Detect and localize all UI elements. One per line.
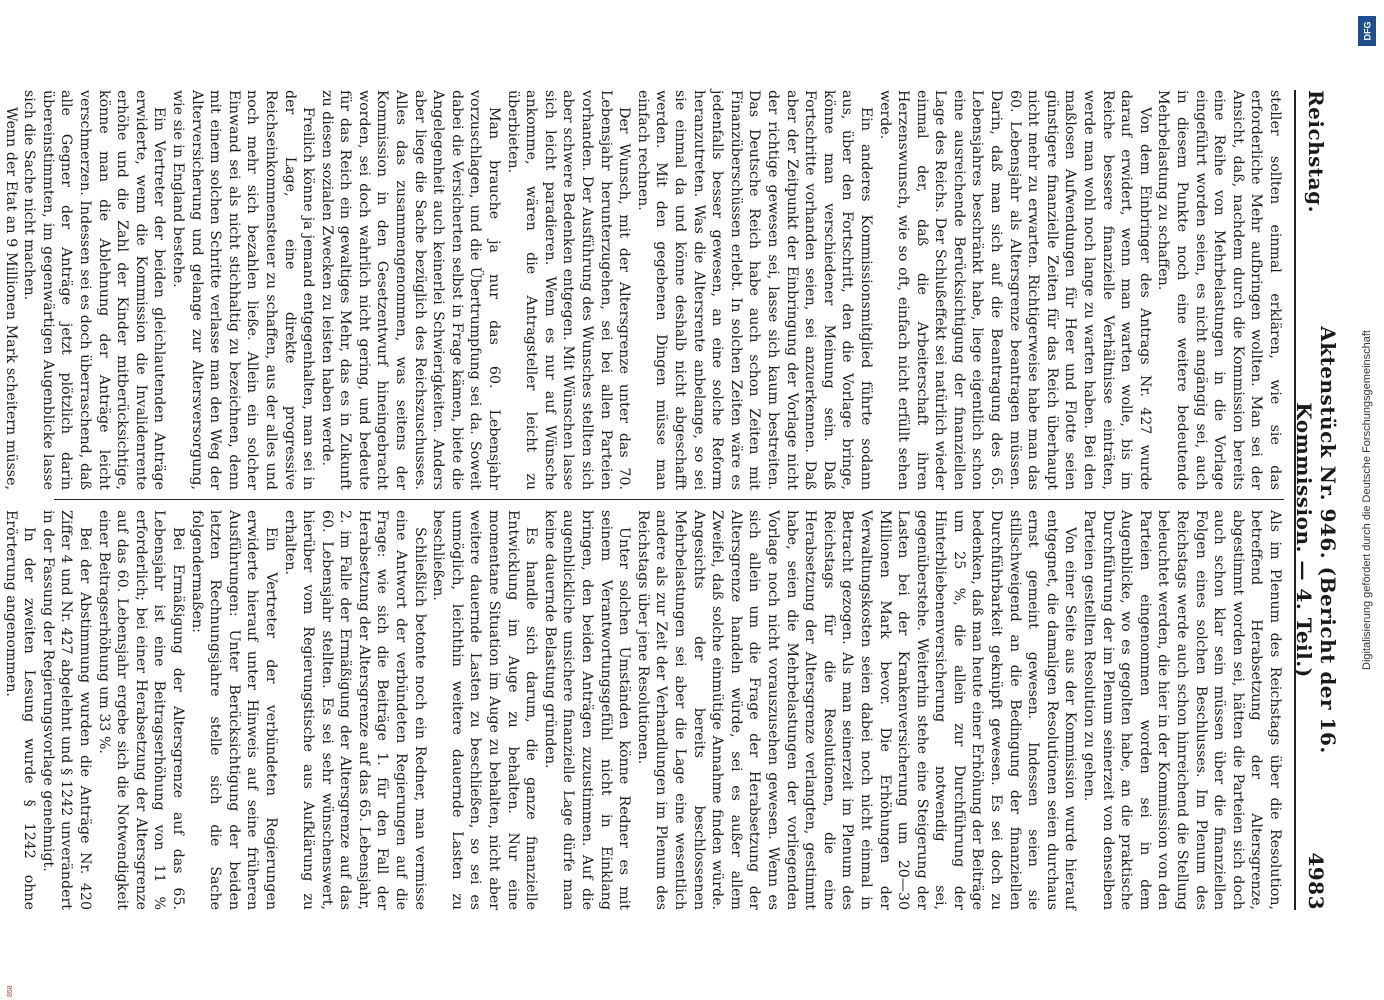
left-paragraph: Wenn der Etat an 9 Millionen Mark scheitern müsse,	[2, 107, 19, 490]
column-divider	[54, 499, 1284, 500]
funding-strip	[1356, 10, 1378, 990]
left-paragraph: Der Wunsch, mit der Altersgrenze unter das 70. Lebensjahr herunterzugehen, sei bei allen Parteien vorhanden. Der Ausführung des Wunsches stellten sich aber schwere Bedenken entgegen. Mit Wünschen lasse sich leicht paradieren. Wenn es nur auf Wünsche ankomme, wären die Antragsteller leicht zu überbieten.	[504, 90, 633, 490]
page-mark: 858	[7, 985, 14, 997]
page-number: 4983	[1304, 852, 1328, 910]
right-paragraph: Von einer Seite aus der Kommission wurde hierauf entgegnet, die damaligen Resolutionen seien durchaus ernst gemeint gewesen. Indessen seien sie stillschweigend an die Bedingung der finanziellen Durchführbarkeit geknüpft gewesen. Es sei doch zu bedenken, daß man heute einer Erhöhung der Beiträge um 25 %, die allein zur Durchführung der Hinterbliebenenversicherung notwendig sei, gegenüberstehe. Weiterhin stehe eine Steigerung der Lasten bei der Krankenversicherung um 20—30 Millionen Mark bevor. Die Erhöhungen der Verwaltungskosten seien dabei noch nicht einmal in Betracht gezogen. Als man seinerzeit im Plenum des Reichstags für die Resolutionen, die eine Herabsetzung der Altersgrenze verlangten, gestimmt habe, seien die Mehrbelastungen der vorliegenden Vorlage noch nicht vorauszusehen gewesen. Wenn es sich allein um die Frage der Herabsetzung der Altersgrenze handeln würde, sei es außer allem Zweifel, daß solche einmütige Annahme finden würde. Angesichts der bereits beschlossenen Mehrbelastungen sei aber die Lage eine wesentlich andere als zur Zeit der Verhandlungen im Plenum des Reichstags über jene Resolutionen.	[634, 510, 1079, 910]
header-left: Reichstag.	[1304, 90, 1328, 214]
right-paragraph: Als im Plenum des Reichstags über die Resolution, betreffend Herabsetzung der Altersgrenze, abgestimmt worden sei, hätten die Parteien sich doch auch schon klar sein müssen über die finanziellen Folgen eines solchen Beschlusses. Im Plenum des Reichstags werde auch schon hinreichend die Stellung beleuchtet werden, die hier in der Kommission von den Parteien eingenommen worden sei in dem Augenblicke, wo es gegolten habe, an die praktische Durchführung der im Plenum seinerzeit von denselben Parteien gestellten Resolution zu gehen.	[1081, 510, 1283, 910]
header-center: Aktenstück Nr. 946. (Bericht der 16. Kommission. — 4. Teil.)	[1292, 326, 1340, 754]
left-paragraph: Man brauche ja nur das 60. Lebensjahr vorzuschlagen, und die Übertrumpfung sei da. Soweit dabei die Versicherten selbst in Frage kämen, biete die Angelegenheit auch keinerlei Schwierigkeiten. Anders aber liege die Sache bezüglich des Reichszuschusses. Alles das zusammengenommen, was seitens der Kommission in den Gesetzentwurf hineingebracht worden, sei doch wahrlich nicht gering, und bedeute für das Reich ein gewaltiges Mehr, das es in Zukunft zu diesen sozialen Zwecken zu leisten haben werde.	[318, 90, 503, 490]
page-header	[1292, 90, 1340, 910]
header-rule	[1294, 90, 1296, 910]
right-paragraph: Ein Vertreter der verbündeten Regierungen erwiderte hierauf unter Hinweis auf seine früheren Ausführungen: Unter Berücksichtigung der beiden letzten Rechnungsjahre stelle sich die Sache folgendermaßen:	[188, 510, 279, 910]
right-paragraph: Es handle sich darum, die ganze finanzielle Entwicklung im Auge zu behalten. Nur eine momentane Situation im Auge zu behalten, nicht aber weitere dauernde Lasten zu beschließen, so sei es unmöglich, leichthin weitere dauernde Lasten zu beschließen.	[430, 510, 540, 910]
left-paragraph: Freilich könne ja jemand entgegenhalten, man sei in der Lage, eine direkte progressive Reichseinkommensteuer zu schaffen, aus der alles und noch mehr sich bezahlen ließe. Allein ein solcher Einwand sei als nicht stichhaltig zu bezeichnen, denn mit einem solchen Schritte verlasse man den Weg der Alterversicherung und gelange zur Altersversorgung, wie sie in England bestehe.	[169, 90, 317, 490]
funding-notice: Digitalisierung gefördert durch die Deutsche Forschungsgemeinschaft	[1361, 330, 1373, 670]
left-column	[2, 90, 1284, 490]
dfg-logo-icon: DFG	[1358, 16, 1376, 46]
right-paragraph: In der zweiten Lesung wurde § 1242 ohne Erörterung angenommen.	[2, 510, 38, 910]
left-paragraph: Ein anderes Kommissionsmitglied führte sodann aus, über den Fortschritt, den die Vorlage bringe, könne man verschiedener Meinung sein. Daß Fortschritte vorhanden seien, sei anzuerkennen. Daß aber der Zeitpunkt der Einbringung der Vorlage nicht der richtige gewesen sei, lasse sich kaum bestreiten. Das Deutsche Reich habe auch schon Zeiten mit Finanzüberschüssen erlebt. In solchen Zeiten wäre es jedenfalls besser gewesen, an eine solche Reform heranzutreten. Was die Altersrente anbelange, so sei sie einmal da und könne deshalb nicht abgeschafft werden. Mit den gegebenen Dingen müsse man einfach rechnen.	[634, 90, 874, 490]
left-paragraph: Von dem Einbringer des Antrags Nr. 427 wurde darauf erwidert, wenn man warten wolle, bis im Reiche bessere finanzielle Verhältnisse einträten, werde man wohl noch lange zu warten haben. Bei den maßlosen Aufwendungen für Heer und Flotte seien günstigere finanzielle Zeiten für das Reich überhaupt nicht mehr zu erwarten. Richtigerweise habe man das 60. Lebensjahr als Altersgrenze beantragen müssen. Darin, daß man sich auf die Beantragung des 65. Lebensjahres beschränkt habe, liege eigentlich schon eine ausreichende Berücksichtigung der finanziellen Lage des Reichs. Der Schlußeffekt sei natürlich wieder einmal der, daß die Arbeiterschaft ihren Herzenswunsch, wie so oft, einfach nicht erfüllt sehen werde.	[876, 90, 1153, 490]
left-paragraph: steller sollten einmal erklären, wie sie das erforderliche Mehr aufbringen wollten. Man sei der Ansicht, daß, nachdem durch die Kommission bereits eine Reihe von Mehrbelastungen in die Vorlage eingeführt worden seien, es nicht angängig sei, auch in diesem Punkte noch eine weitere bedeutende Mehrbelastung zu schaffen.	[1155, 90, 1283, 490]
right-paragraph: Bei Ermäßigung der Altersgrenze auf das 65. Lebensjahr ist eine Beitragserhöhung von 11 % erforderlich; bei einer Herabsetzung der Altersgrenze auf das 60. Lebensjahr ergebe sich die Notwendigkeit einer Beitragserhöhung um 33 %.	[95, 510, 186, 910]
right-paragraph: Unter solchen Umständen könne Redner es mit seinem Verantwortungsgefühl nicht in Einklang bringen, den beiden Anträgen zuzustimmen. Auf die augenblickliche unsichere finanzielle Lage dürfe man keine dauernde Belastung gründen.	[541, 510, 633, 910]
scanned-page	[2, 50, 1342, 950]
right-paragraph: Schließlich betonte noch ein Redner, man vermisse eine Antwort der verbündeten Regierungen auf die Frage: wie sich die Beiträge 1. für den Fall der Herabsetzung der Altersgrenze auf das 65. Lebensjahr, 2. im Falle der Ermäßigung der Altersgrenze auf das 60. Lebensjahr stellten. Es sei sehr wünschenswert, hierüber vom Regierungstische aus Aufklärung zu erhalten.	[281, 510, 428, 910]
right-paragraph: Bei der Abstimmung wurden die Anträge Nr. 420 Ziffer 4 und Nr. 427 abgelehnt und § 1242 unverändert in der Fassung der Regierungsvorlage genehmigt.	[39, 510, 93, 910]
left-paragraph: Ein Vertreter der beiden gleichlautenden Anträge erwiderte, wenn die Kommission die Invalidenrente erhöhe und die Zahl der Kinder mitberücksichtige, könne man die Ablehnung der Anträge leicht verschmerzen. Indessen sei es doch überraschend, daß alle Gegner der Anträge jetzt plötzlich darin übereinstimmten, im gegenwärtigen Augenblicke lasse sich die Sache nicht machen.	[21, 90, 168, 490]
right-column	[2, 510, 1284, 910]
